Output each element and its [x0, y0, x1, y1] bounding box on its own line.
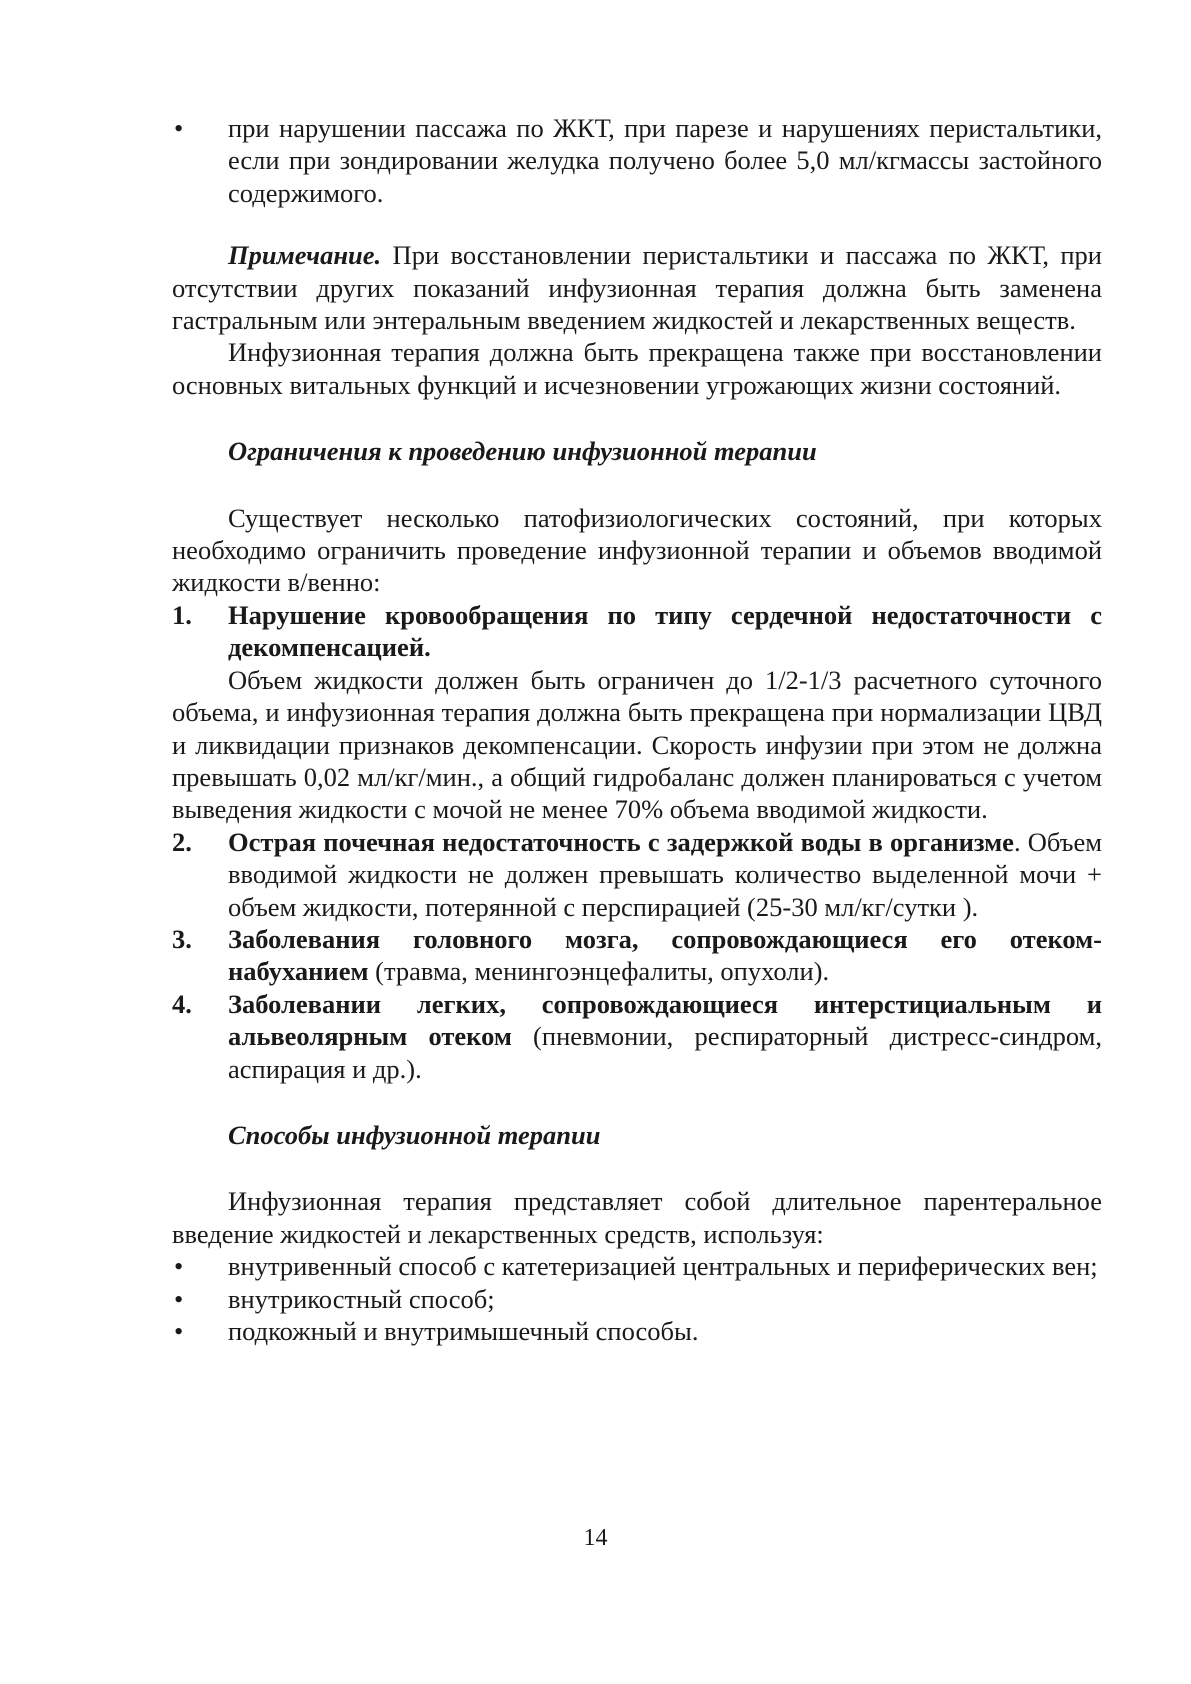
methods-intro-paragraph: Инфузионная терапия представляет собой длительное парентеральное введение жидкостей и лекарственных средств, используя: [172, 1186, 1102, 1249]
numbered-item-4 [172, 988, 1102, 1085]
page-number: 14 [583, 1525, 608, 1551]
item-1-description: Объем жидкости должен быть ограничен до 1/2-1/3 расчетного суточного объема, и инфузионная терапия должна быть прекращена при нормализации ЦВД и ликвидации признаков декомпенсации. Скорость инфузии при этом не должна превышать 0,02 мл/кг/мин., а общий гидробаланс должен планироваться с учетом выведения жидкости с мочой не менее 70% объема вводимой жидкости. [172, 664, 1102, 825]
item-text: Заболевании легких, сопровождающиеся интерстициальным и альвеолярным отеком (пневмонии, респираторный дистресс-синдром, аспирация и др.). [228, 988, 1102, 1084]
item-title: Нарушение кровообращения по типу сердечной недостаточности с декомпенсацией. [228, 599, 1102, 663]
note-text: При восстановлении перистальтики и пассажа по ЖКТ, при отсутствии других показаний инфузионная терапия должна быть заменена гастральным или энтеральным введением жидкостей и лекарственных веществ. [172, 240, 1102, 336]
item-number: 2. [172, 826, 192, 857]
section-heading-methods: Способы инфузионной терапии [228, 1119, 601, 1150]
bullet-marker: • [174, 1316, 184, 1346]
numbered-item-1 [172, 599, 1102, 664]
bullet-text: внутривенный способ с катетеризацией центральных и периферических вен; [228, 1251, 1098, 1282]
bullet-text: внутрикостный способ; [228, 1283, 495, 1314]
item-text: Острая почечная недостаточность с задержкой воды в организме. Объем вводимой жидкости не должен превышать количество выделенной мочи + объем жидкости, потерянной с перспирацией (25-30 мл/кг/сутки ). [228, 826, 1102, 922]
bullet-text: при нарушении пассажа по ЖКТ, при парезе и нарушениях перистальтики, если при зондировании желудка получено более 5,0 мл/кгмассы застойного содержимого. [228, 113, 1102, 208]
bullet-item-intraosseous [172, 1283, 1102, 1315]
item-number: 4. [172, 988, 192, 1019]
note-label: Примечание. [228, 240, 382, 271]
item-number: 3. [172, 923, 192, 954]
numbered-item-2 [172, 826, 1102, 923]
note-paragraph [172, 239, 1102, 336]
limits-intro-paragraph: Существует несколько патофизиологических состояний, при которых необходимо ограничить проведение инфузионной терапии и объемов вводимой жидкости в/венно: [172, 502, 1102, 598]
section-heading-limits: Ограничения к проведению инфузионной терапии [228, 436, 817, 467]
bullet-item-gi-passage [172, 112, 1102, 209]
bullet-item-subcutaneous [172, 1315, 1102, 1347]
item-number: 1. [172, 599, 192, 630]
numbered-item-3 [172, 923, 1102, 988]
bullet-marker: • [174, 1283, 184, 1314]
bullet-item-iv [172, 1250, 1102, 1282]
bullet-marker: • [174, 1251, 184, 1282]
item-text: Заболевания головного мозга, сопровождающиеся его отеком-набуханием (травма, менингоэнцефалиты, опухоли). [228, 923, 1102, 987]
bullet-text: подкожный и внутримышечный способы. [228, 1316, 699, 1346]
stop-paragraph: Инфузионная терапия должна быть прекращена также при восстановлении основных витальных функций и исчезновении угрожающих жизни состояний. [172, 337, 1102, 400]
document-page [172, 112, 1102, 1347]
bullet-marker: • [174, 113, 184, 143]
